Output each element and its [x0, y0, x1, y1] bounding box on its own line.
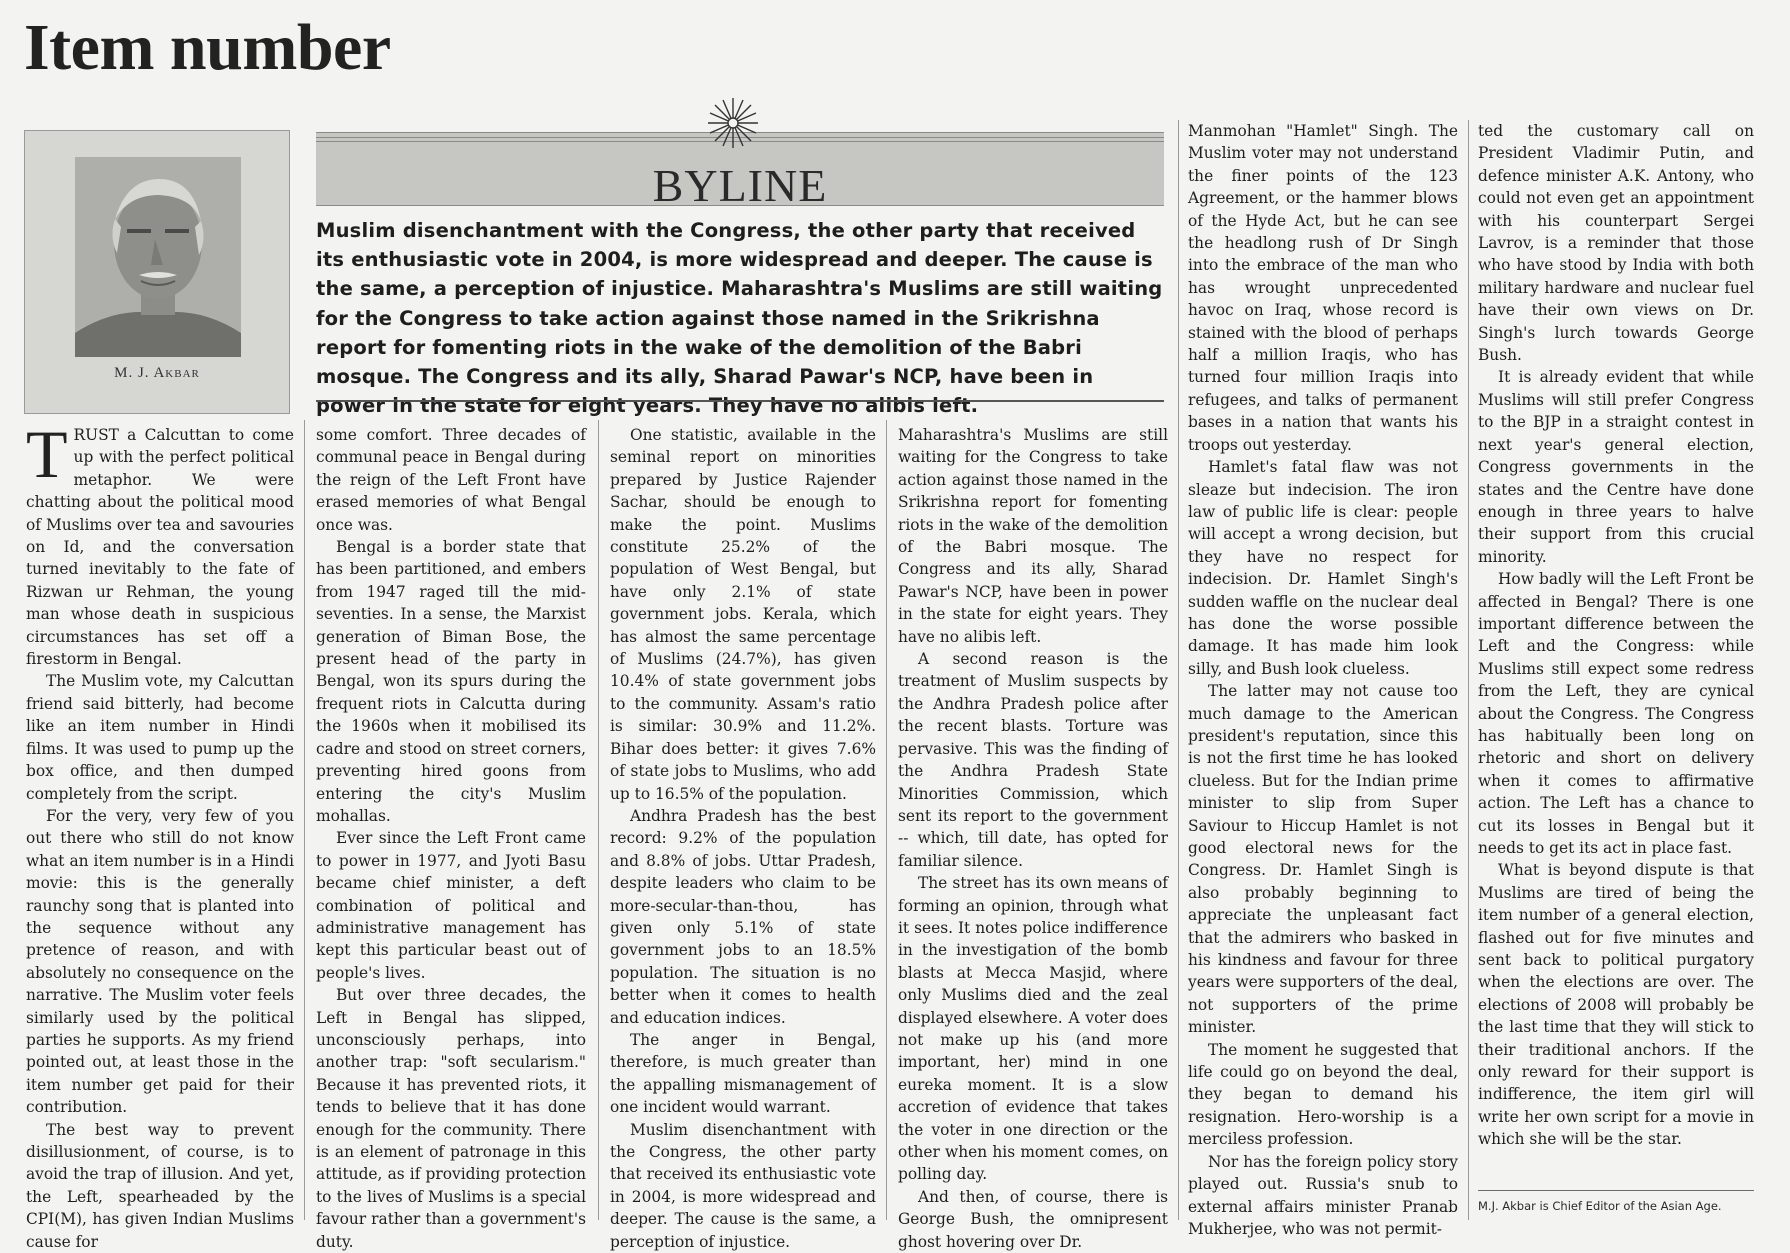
article-paragraph: Andhra Pradesh has the best record: 9.2% of the population and 8.8% of jobs. Uttar Pradesh, despite leaders who claim to be more-secular-than-thou, has given only 5.1% of state government jobs to an 18.5% population. The situation is no better when it comes to health and education indices.: [610, 806, 876, 1027]
headline: Item number: [24, 11, 391, 84]
article-paragraph: What is beyond dispute is that Muslims are tired of being the item number of a general election, flashed out for five minutes and sent back to political purgatory when the elections are over. The elections of 2008 will probably be the last time that they will stick to their traditional anchors. If the only reward for their support is indifference, the item girl will write her own script for a movie in which she will be the star.: [1478, 861, 1754, 1149]
article-paragraph: The anger in Bengal, therefore, is much greater than the appalling mismanagement of one incident would warrant.: [610, 1030, 876, 1117]
column-divider: [886, 420, 887, 1220]
article-paragraph: And then, of course, there is George Bush, the omnipresent ghost hovering over Dr.: [898, 1187, 1168, 1251]
article-paragraph: Maharashtra's Muslims are still waiting for the Congress to take action against those named in the Srikrishna report for fomenting riots in the wake of the demolition of the Babri mosque. The Congress and its ally, Sharad Pawar's NCP, have been in power in the state for eight years. They have no alibis left.: [898, 426, 1168, 646]
article-column-6: [1478, 120, 1754, 1180]
section-title: BYLINE: [652, 160, 828, 211]
drop-cap: T: [26, 416, 68, 492]
article-paragraph: The latter may not cause too much damage to the American president's reputation, since this is not the first time he has looked clueless. But for the Indian prime minister to slip from Super Saviour to Hiccup Hamlet is not good electoral news for the Congress. Dr. Hamlet Singh is also probably beginning to appreciate the unpleasant fact that the admirers who basked in his kindness and favour for three years were supporters of the deal, not supporters of the prime minister.: [1188, 682, 1458, 1037]
article-paragraph: Bengal is a border state that has been partitioned, and embers from 1947 raged till the mid-seventies. In a sense, the Marxist generation of Biman Bose, the present head of the party in Bengal, won its spurs during the frequent riots in Calcutta during the 1960s when it mobilised its cadre and stood on street corners, preventing hired goons from entering the city's Muslim mohallas.: [316, 538, 586, 825]
column-divider: [1468, 120, 1469, 1220]
standfirst: Muslim disenchantment with the Congress, the other party that received its enthusiastic vote in 2004, is more widespread and deeper. The cause is the same, a perception of injustice. Maharashtra's Muslims are still waiting for the Congress to take action against those named in the Srikrishna report for fomenting riots in the wake of the demolition of the Babri mosque. The Congress and its ally, Sharad Pawar's NCP, have been in power in the state for eight years. They have no alibis left.: [316, 219, 1163, 418]
article-paragraph: A second reason is the treatment of Muslim suspects by the Andhra Pradesh police after the recent blasts. Torture was pervasive. This was the finding of the Andhra Pradesh State Minorities Commission, which sent its report to the government -- which, till date, has opted for familiar silence.: [898, 650, 1168, 870]
article-paragraph: Hamlet's fatal flaw was not sleaze but indecision. The iron law of public life is clear: people will accept a wrong decision, but they have no respect for indecision. Dr. Hamlet Singh's sudden waffle on the nuclear deal has done the worse possible damage. It has made him look silly, and Bush look clueless.: [1188, 458, 1458, 678]
article-column-5: [1188, 120, 1458, 1238]
article-column-2: [316, 424, 586, 1251]
column-divider: [1178, 120, 1179, 1220]
article-paragraph: Nor has the foreign policy story played out. Russia's snub to external affairs minister Pranab Mukherjee, who was not permit-: [1188, 1152, 1458, 1238]
article-paragraph: But over three decades, the Left in Bengal has slipped, unconsciously perhaps, into another trap: "soft secularism." Because it has prevented riots, it tends to believe that it has done enough for the community. There is an element of patronage in this attitude, as if providing protection to the lives of Muslims is a special favour rather than a government's duty.: [316, 986, 586, 1251]
author-name: M. J. Akbar: [114, 365, 200, 381]
article-paragraph: ted the customary call on President Vladimir Putin, and defence minister A.K. Antony, who could not even get an appointment with his counterpart Sergei Lavrov, is a reminder that those who have stood by India with both military hardware and nuclear fuel have their own views on Dr. Singh's lurch towards George Bush.: [1478, 122, 1754, 365]
author-portrait: [75, 157, 241, 357]
article-paragraph: The best way to prevent disillusionment, of course, is to avoid the trap of illusion. And yet, the Left, spearheaded by the CPI(M), has given Indian Muslims cause for: [26, 1120, 294, 1251]
article-paragraph: TRUST a Calcuttan to come up with the perfect political metaphor. We were chatting about the political mood of Muslims over tea and savouries on Id, and the conversation turned inevitably to the fate of Rizwan ur Rehman, the young man whose death in suspicious circumstances has set off a firestorm in Bengal.: [26, 416, 294, 669]
article-paragraph: The street has its own means of forming an opinion, through what it sees. It notes police indifference in the investigation of the bomb blasts at Mecca Masjid, where only Muslims died and the zeal displayed elsewhere. A voter does not make up his (and more important, her) mind in one eureka moment. It is a slow accretion of evidence that takes the voter in one direction or the other when his moment comes, on polling day.: [898, 874, 1168, 1184]
article-column-4: [898, 424, 1168, 1251]
article-paragraph: One statistic, available in the seminal report on minorities prepared by Justice Rajender Sachar, should be enough to make the point. Muslims constitute 25.2% of the population of West Bengal, but have only 2.1% of state government jobs. Kerala, which has almost the same percentage of Muslims (24.7%), has given 10.4% of state government jobs to the community. Assam's ratio is similar: 30.9% and 11.2%. Bihar does better: it gives 7.6% of state jobs to Muslims, who add up to 16.5% of the population.: [610, 426, 876, 803]
article-paragraph: For the very, very few of you out there who still do not know what an item number is in a Hindi movie: this is the generally raunchy song that is planted into the sequence without any pretence of reason, and with absolutely no consequence on the narrative. The Muslim voter feels similarly used by the political parties he supports. As my friend pointed out, at least those in the item number get paid for their contribution.: [26, 806, 294, 1117]
column-divider: [598, 420, 599, 1220]
article-column-3: [610, 424, 876, 1251]
article-paragraph: Muslim disenchantment with the Congress, the other party that received its enthusiastic vote in 2004, is more widespread and deeper. The cause is the same, a perception of injustice.: [610, 1120, 876, 1251]
standfirst-rule: [316, 400, 1164, 402]
article-paragraph: some comfort. Three decades of communal peace in Bengal during the reign of the Left Front have erased memories of what Bengal once was.: [316, 426, 586, 534]
article-paragraph: The Muslim vote, my Calcuttan friend said bitterly, had become like an item number in Hindi films. It was used to pump up the box office, and then dumped completely from the script.: [26, 672, 294, 803]
article-paragraph: The moment he suggested that life could go on beyond the deal, they began to demand his resignation. Hero-worship is a merciless profession.: [1188, 1040, 1458, 1149]
article-paragraph: Ever since the Left Front came to power in 1977, and Jyoti Basu became chief minister, a deft combination of political and administrative management has kept this particular beast out of people's lives.: [316, 829, 586, 982]
article-paragraph: Manmohan "Hamlet" Singh. The Muslim voter may not understand the finer points of the 123 Agreement, or the hammer blows of the Hyde Act, but he can see the headlong rush of Dr Singh into the embrace of the man who has wrought unprecedented havoc on Iraq, whose record is stained with the blood of perhaps half a million Iraqis, who has turned four million Iraqis into refugees, and talks of permanent bases in a nation that wants his troops out yesterday.: [1188, 122, 1458, 454]
article-column-1: [26, 416, 294, 1251]
author-credit: M.J. Akbar is Chief Editor of the Asian Age.: [1478, 1190, 1754, 1213]
article-paragraph: It is already evident that while Muslims will still prefer Congress to the BJP in a straight contest in next year's general election, Congress governments in the states and the Centre have done enough in three years to halve their support from this crucial minority.: [1478, 368, 1754, 566]
column-divider: [304, 420, 305, 1220]
article-paragraph: How badly will the Left Front be affected in Bengal? There is one important difference between the Left and the Congress: while Muslims still expect some redress from the Left, they are cynical about the Congress. The Congress has habitually been long on rhetoric and short on delivery when it comes to affirmative action. The Left has a chance to cut its losses in Bengal but it needs to get its act in place fast.: [1478, 570, 1754, 857]
author-photo-box: [24, 130, 290, 414]
starburst-icon: [706, 96, 760, 150]
